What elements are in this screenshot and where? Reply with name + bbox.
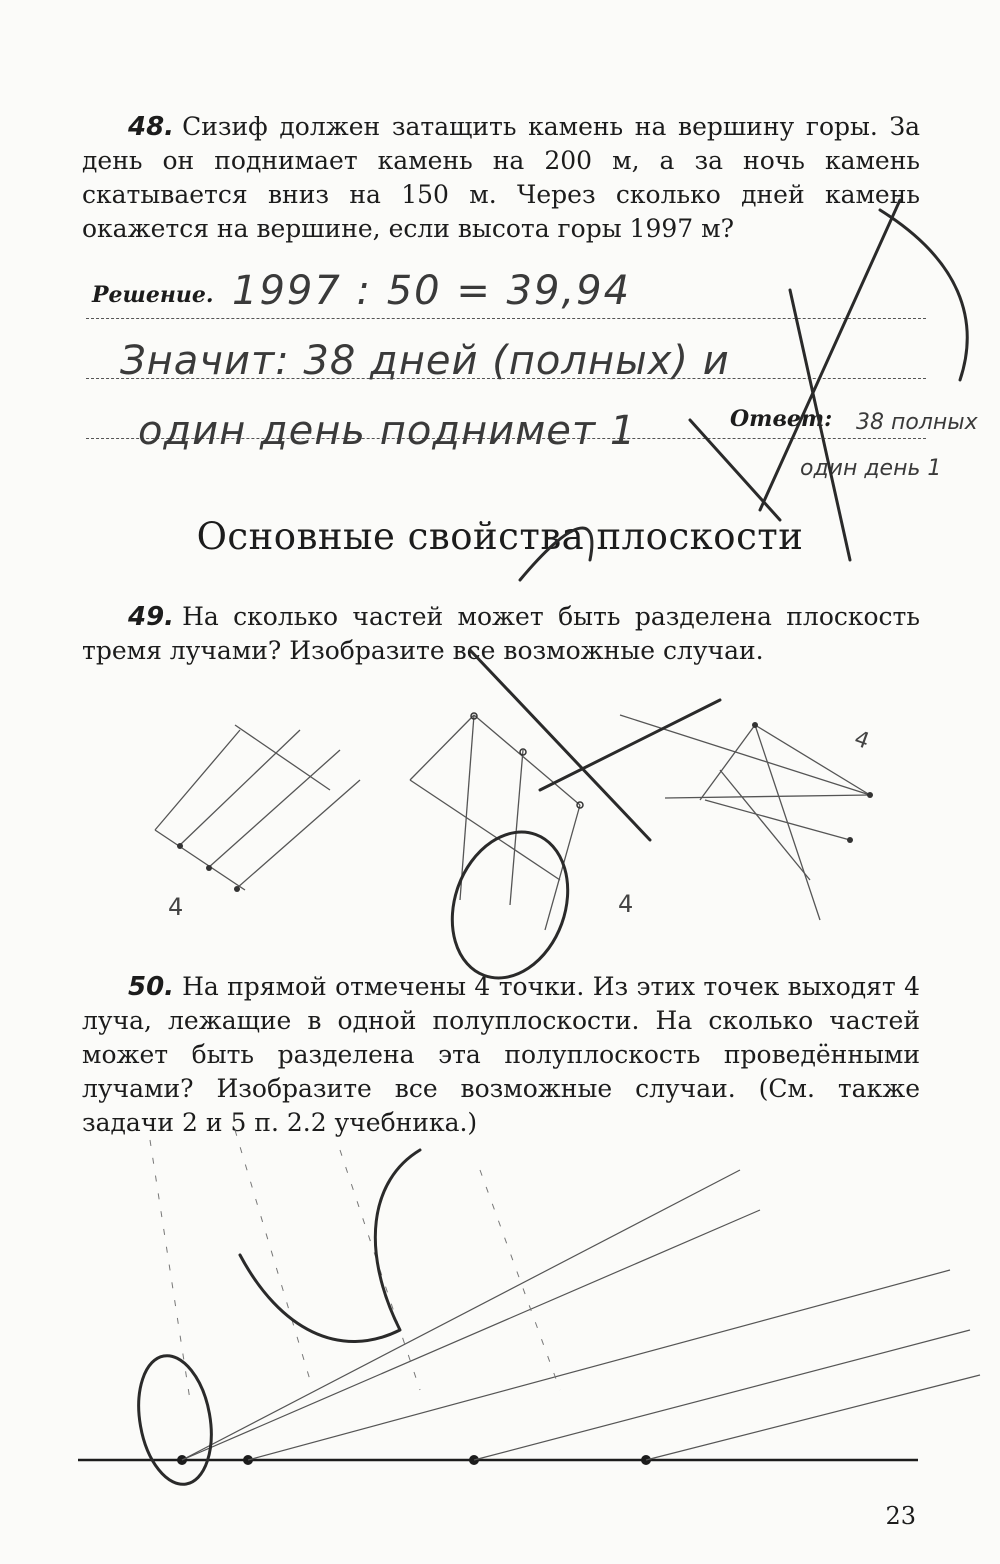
solution-label: Решение. bbox=[92, 282, 214, 308]
handwriting-line-3: один день поднимет 1 bbox=[138, 408, 637, 454]
task-50-text: На прямой отмечены 4 точки. Из этих точек выходят 4 луча, лежащие в одной полуплоскости. На сколько частей может быть разделена эта полуплоскость проведёнными лучами? Изобразите все возможные случаи. (См. также задачи 2 и 5 п. 2.2 учебника.) bbox=[82, 972, 920, 1137]
stamp-scribble bbox=[129, 200, 967, 1490]
sketch-49-case-1 bbox=[155, 725, 360, 890]
page-number: 23 bbox=[885, 1502, 916, 1530]
handwriting-answer-2: один день 1 bbox=[800, 456, 942, 481]
sketch-label-2: 4 bbox=[618, 890, 634, 918]
task-50-dashed-marks bbox=[150, 1130, 560, 1400]
sketch-label-1: 4 bbox=[168, 893, 184, 921]
sketch-49-case-2 bbox=[410, 715, 580, 930]
answer-label: Ответ: bbox=[730, 406, 833, 432]
task-49-number: 49. bbox=[128, 602, 175, 632]
task-48-text: Сизиф должен затащить камень на вершину горы. За день он поднимает камень на 200 м, а за ночь камень скатывается вниз на 150 м. Через сколько дней камень окажется на вершине, если высота горы 1997 м? bbox=[82, 112, 920, 243]
handwriting-line-2: Значит: 38 дней (полных) и bbox=[120, 338, 730, 384]
handwriting-line-1: 1997 : 50 = 39,94 bbox=[232, 268, 632, 314]
handwriting-answer-1: 38 полных bbox=[856, 410, 978, 435]
section-title: Основные свойства плоскости bbox=[196, 515, 804, 558]
task-49-text: На сколько частей может быть разделена плоскость тремя лучами? Изобразите все возможные случаи. bbox=[82, 602, 920, 665]
task-48-number: 48. bbox=[128, 112, 175, 142]
task-50-number: 50. bbox=[128, 972, 175, 1002]
sketch-label-3: 4 bbox=[850, 726, 873, 755]
task-50-rays bbox=[182, 1170, 980, 1460]
sketch-49-case-3 bbox=[620, 715, 870, 920]
